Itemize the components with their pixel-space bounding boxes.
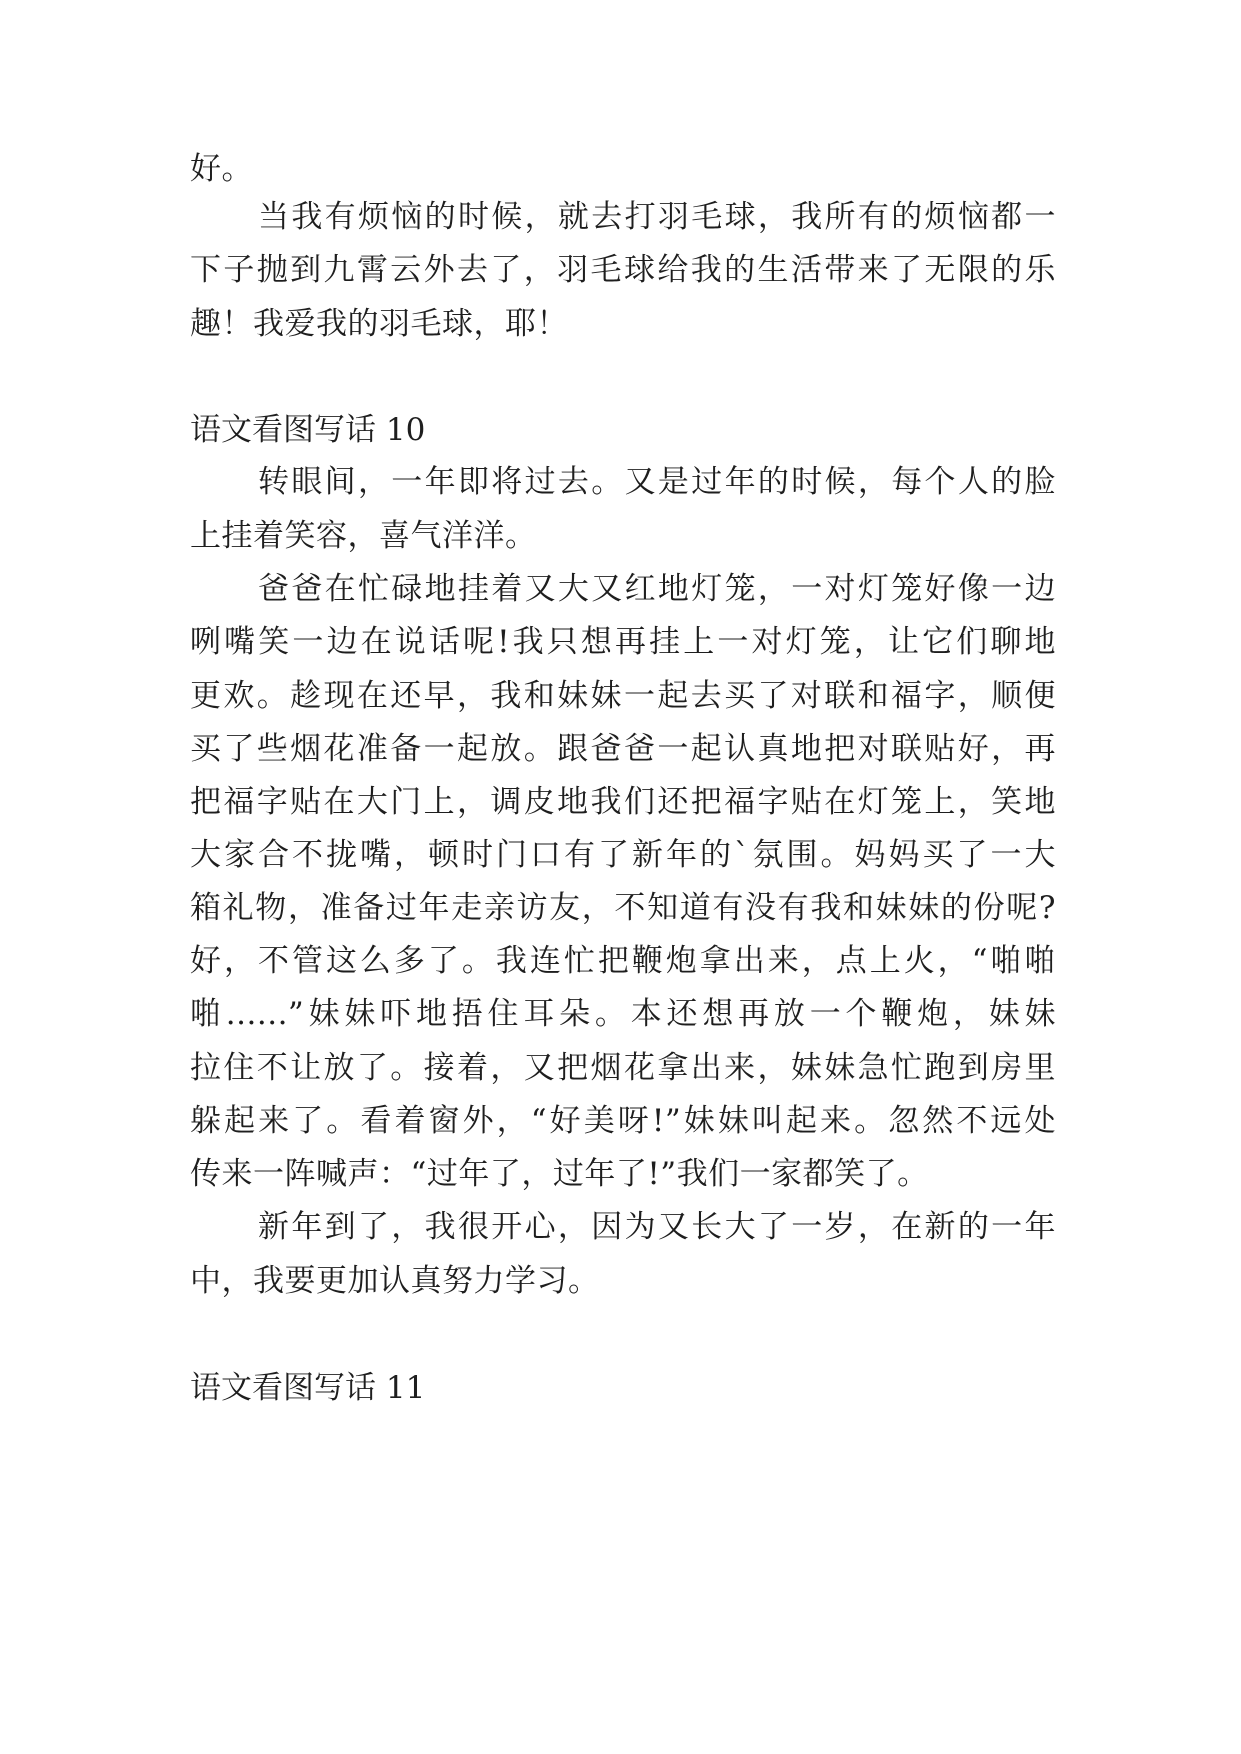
- text-line: 当我有烦恼的时候，就去打羽毛球，我所有的烦恼都一: [258, 199, 1056, 235]
- text-line: 买了些烟花准备一起放。跟爸爸一起认真地把对联贴好，再: [190, 731, 1056, 767]
- text-line: 传来一阵喊声：“过年了，过年了!”我们一家都笑了。: [190, 1156, 929, 1192]
- text-line: 转眼间，一年即将过去。又是过年的时候，每个人的脸: [258, 464, 1056, 500]
- text-line: 好。: [190, 151, 253, 187]
- text-line: 箱礼物，准备过年走亲访友，不知道有没有我和妹妹的份呢?: [190, 890, 1056, 926]
- text-line: 咧嘴笑一边在说话呢!我只想再挂上一对灯笼，让它们聊地: [190, 624, 1056, 660]
- text-line: 中，我要更加认真努力学习。: [190, 1263, 600, 1299]
- text-line: 大家合不拢嘴，顿时门口有了新年的`氛围。妈妈买了一大: [190, 837, 1056, 873]
- text-line: 更欢。趁现在还早，我和妹妹一起去买了对联和福字，顺便: [190, 678, 1056, 714]
- text-line: 趣！我爱我的羽毛球，耶！: [190, 306, 568, 342]
- text-line: 爸爸在忙碌地挂着又大又红地灯笼，一对灯笼好像一边: [258, 571, 1056, 607]
- text-line: 躲起来了。看着窗外，“好美呀!”妹妹叫起来。忽然不远处: [190, 1103, 1056, 1139]
- text-line: 新年到了，我很开心，因为又长大了一岁，在新的一年: [258, 1209, 1056, 1245]
- text-line: 啪......”妹妹吓地捂住耳朵。本还想再放一个鞭炮，妹妹: [190, 996, 1056, 1032]
- section-heading: 语文看图写话 11: [190, 1370, 426, 1406]
- text-line: 拉住不让放了。接着，又把烟花拿出来，妹妹急忙跑到房里: [190, 1050, 1056, 1086]
- text-line: 下子抛到九霄云外去了，羽毛球给我的生活带来了无限的乐: [190, 252, 1056, 288]
- text-line: 把福字贴在大门上，调皮地我们还把福字贴在灯笼上，笑地: [190, 784, 1056, 820]
- text-line: 上挂着笑容，喜气洋洋。: [190, 518, 537, 554]
- text-line: 好，不管这么多了。我连忙把鞭炮拿出来，点上火，“啪啪: [190, 943, 1056, 979]
- section-heading: 语文看图写话 10: [190, 412, 426, 448]
